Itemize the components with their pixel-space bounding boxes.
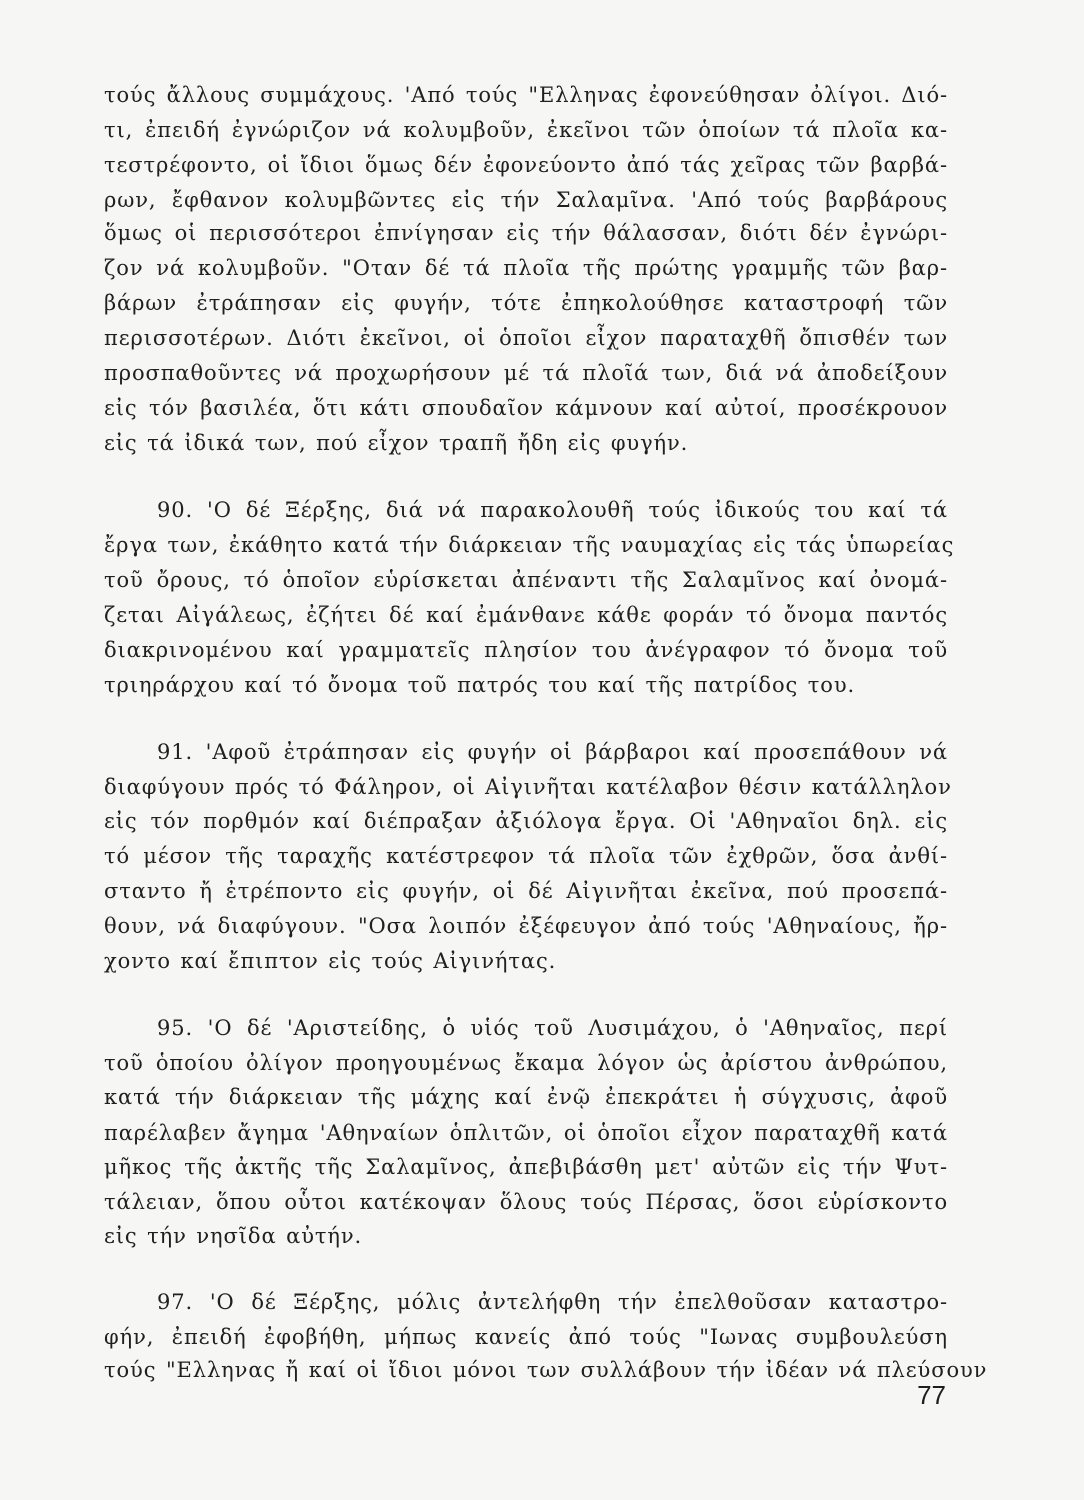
text-line: τριηράρχου καί τό ὄνομα τοῦ πατρός του καί τῆς πατρίδος του. [104,673,856,697]
text-line: 97. 'Ο δέ Ξέρξης, μόλις ἀντελήφθη τήν ἐπελθοῦσαν καταστρο- [157,1290,948,1314]
text-line: τό μέσον τῆς ταραχῆς κατέστρεφον τά πλοῖα τῶν ἐχθρῶν, ὅσα ἀνθί- [104,844,948,868]
text-line: τι, ἐπειδή ἐγνώριζον νά κολυμβοῦν, ἐκεῖνοι τῶν ὁποίων τά πλοῖα κα- [104,118,948,142]
text-line: εἰς τόν πορθμόν καί διέπραξαν ἀξιόλογα ἔργα. Οἱ 'Αθηναῖοι δηλ. εἰς [104,809,948,833]
text-line: κατά τήν διάρκειαν τῆς μάχης καί ἐνῷ ἐπεκράτει ἡ σύγχυσις, ἀφοῦ [104,1085,948,1109]
text-line: τοῦ ὄρους, τό ὁποῖον εὑρίσκεται ἀπέναντι τῆς Σαλαμῖνος καί ὀνομά- [104,568,948,592]
text-line: ἔργα των, ἐκάθητο κατά τήν διάρκειαν τῆς ναυμαχίας εἰς τάς ὑπωρείας [104,533,955,557]
text-line: διακρινομένου καί γραμματεῖς πλησίον του ἀνέγραφον τό ὄνομα τοῦ [104,638,948,662]
text-line: 91. 'Αφοῦ ἐτράπησαν εἰς φυγήν οἱ βάρβαροι καί προσεπάθουν νά [157,740,948,764]
text-line: βάρων ἐτράπησαν εἰς φυγήν, τότε ἐπηκολούθησε καταστροφή τῶν [104,291,948,315]
text-line: εἰς τόν βασιλέα, ὅτι κάτι σπουδαῖον κάμνουν καί αὐτοί, προσέκρουον [104,396,948,420]
text-line: ζεται Αἰγάλεως, ἐζήτει δέ καί ἐμάνθανε κάθε φοράν τό ὄνομα παντός [104,603,948,627]
text-line: προσπαθοῦντες νά προχωρήσουν μέ τά πλοῖά των, διά νά ἀποδείξουν [104,361,948,385]
text-line: θουν, νά διαφύγουν. "Οσα λοιπόν ἐξέφευγον ἀπό τούς 'Αθηναίους, ἤρ- [104,914,948,938]
text-line: εἰς τήν νησῖδα αὐτήν. [104,1224,363,1248]
page-number: 77 [917,1380,946,1410]
text-line: 95. 'Ο δέ 'Αριστείδης, ὁ υἱός τοῦ Λυσιμάχου, ὁ 'Αθηναῖος, περί [157,1016,948,1040]
text-line: τάλειαν, ὅπου οὗτοι κατέκοψαν ὅλους τούς Πέρσας, ὅσοι εὑρίσκοντο [104,1190,948,1214]
text-line: παρέλαβεν ἄγημα 'Αθηναίων ὁπλιτῶν, οἱ ὁποῖοι εἶχον παραταχθῆ κατά [104,1121,948,1145]
text-line: τεστρέφοντο, οἱ ἴδιοι ὅμως δέν ἐφονεύοντο ἀπό τάς χεῖρας τῶν βαρβά- [104,153,948,177]
text-line: τούς ἄλλους συμμάχους. 'Από τούς "Ελληνας ἐφονεύθησαν ὀλίγοι. Διό- [104,83,948,107]
text-line: 90. 'Ο δέ Ξέρξης, διά νά παρακολουθῆ τούς ἰδικούς του καί τά [157,498,948,522]
text-line: χοντο καί ἔπιπτον εἰς τούς Αἰγινήτας. [104,949,557,973]
text-line: περισσοτέρων. Διότι ἐκεῖνοι, οἱ ὁποῖοι εἶχον παραταχθῆ ὄπισθέν των [104,326,948,350]
text-line: διαφύγουν πρός τό Φάληρον, οἱ Αἰγινῆται κατέλαβον θέσιν κατάλληλον [104,775,952,799]
text-line: τοῦ ὁποίου ὀλίγον προηγουμένως ἔκαμα λόγον ὡς ἀρίστου ἀνθρώπου, [104,1051,948,1075]
text-line: εἰς τά ἰδικά των, πού εἶχον τραπῆ ἤδη εἰς φυγήν. [104,431,689,455]
text-line: σταντο ἤ ἐτρέποντο εἰς φυγήν, οἱ δέ Αἰγινῆται ἐκεῖνα, πού προσεπά- [104,879,948,903]
text-line: ὅμως οἱ περισσότεροι ἐπνίγησαν εἰς τήν θάλασσαν, διότι δέν ἐγνώρι- [104,221,948,245]
text-line: τούς "Ελληνας ἤ καί οἱ ἴδιοι μόνοι των συλλάβουν τήν ἰδέαν νά πλεύσουν [104,1358,988,1382]
text-line: ζον νά κολυμβοῦν. "Οταν δέ τά πλοῖα τῆς πρώτης γραμμῆς τῶν βαρ- [104,256,948,280]
text-line: μῆκος τῆς ἀκτῆς τῆς Σαλαμῖνος, ἀπεβιβάσθη μετ' αὐτῶν εἰς τήν Ψυτ- [104,1155,948,1179]
text-line: ρων, ἔφθανον κολυμβῶντες εἰς τήν Σαλαμῖνα. 'Από τούς βαρβάρους [104,188,948,212]
text-line: φήν, ἐπειδή ἐφοβήθη, μήπως κανείς ἀπό τούς "Ιωνας συμβουλεύση [104,1325,948,1349]
